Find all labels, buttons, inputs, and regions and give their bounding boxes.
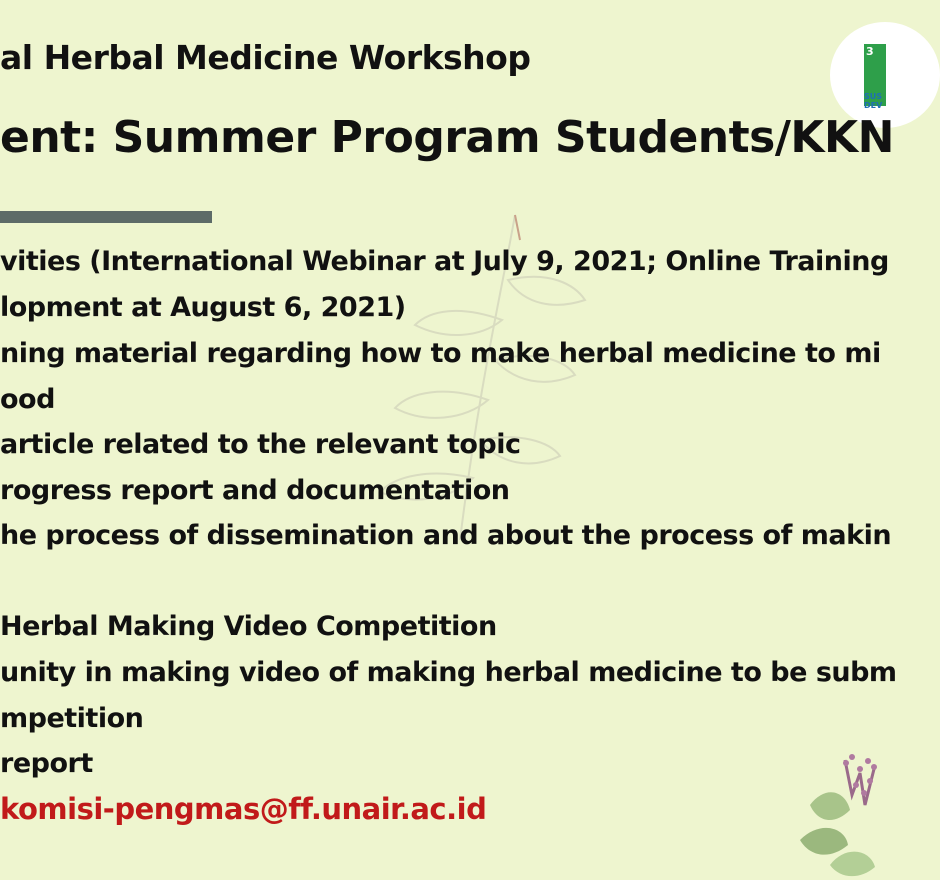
page-title: ent: Summer Program Students/KKN	[0, 112, 894, 163]
workshop-subtitle: al Herbal Medicine Workshop	[0, 38, 531, 77]
text-line-2: lopment at August 6, 2021)	[0, 292, 406, 323]
sdg-caption-line2: DEV	[864, 101, 883, 110]
contact-email-link[interactable]: komisi-pengmas@ff.unair.ac.id	[0, 792, 487, 826]
text-line-9: unity in making video of making herbal medicine to be subm	[0, 657, 897, 688]
text-line-6: rogress report and documentation	[0, 475, 510, 506]
plant-corner-illustration	[790, 745, 880, 880]
text-line-7: he process of dissemination and about the process of makin	[0, 520, 892, 551]
text-line-10: mpetition	[0, 703, 144, 734]
text-line-1: vities (International Webinar at July 9, 2021; Online Training	[0, 246, 889, 277]
text-line-4: ood	[0, 384, 55, 415]
title-underline-divider	[0, 211, 212, 223]
text-line-5: article related to the relevant topic	[0, 429, 521, 460]
section-heading-video-competition: Herbal Making Video Competition	[0, 611, 497, 642]
text-line-11: report	[0, 748, 93, 779]
sdg-caption-line1: SUS	[864, 92, 883, 101]
sdg-caption	[864, 92, 882, 110]
text-line-3: ning material regarding how to make herbal medicine to mi	[0, 338, 881, 369]
sdg-number: 3	[866, 45, 874, 58]
